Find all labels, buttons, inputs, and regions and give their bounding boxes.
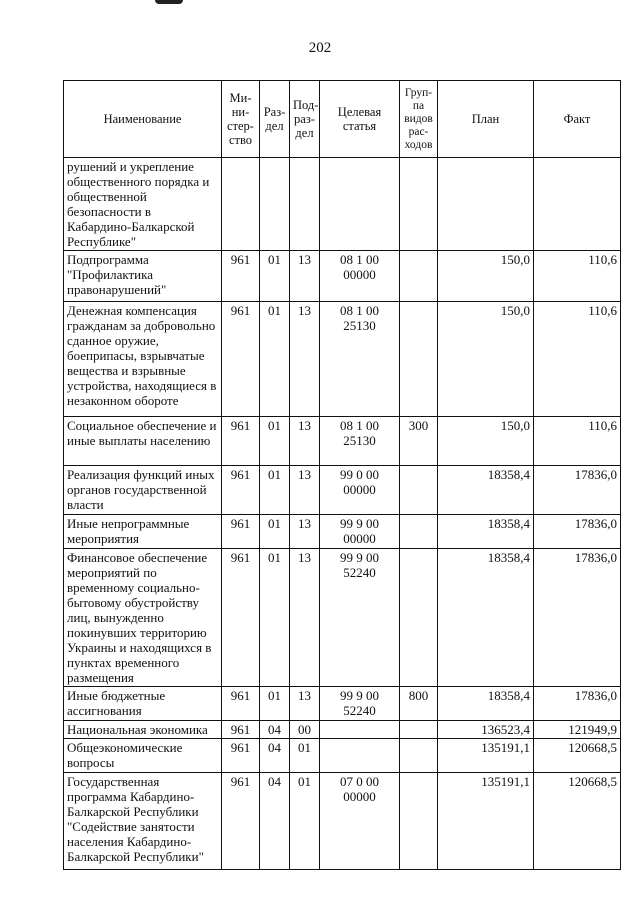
cell-group: 800 xyxy=(400,687,438,721)
cell-plan: 18358,4 xyxy=(438,549,534,687)
cell-subsection: 01 xyxy=(290,739,320,773)
cell-section: 04 xyxy=(260,739,290,773)
cell-fact: 17836,0 xyxy=(534,515,621,549)
cell-fact: 120668,5 xyxy=(534,773,621,870)
cell-section: 01 xyxy=(260,251,290,302)
cell-plan: 18358,4 xyxy=(438,466,534,515)
cell-fact: 17836,0 xyxy=(534,549,621,687)
cell-target: 07 0 00 00000 xyxy=(320,773,400,870)
cell-fact: 120668,5 xyxy=(534,739,621,773)
cell-target: 08 1 00 00000 xyxy=(320,251,400,302)
cell-group xyxy=(400,466,438,515)
cell-target: 08 1 00 25130 xyxy=(320,417,400,466)
cell-subsection: 13 xyxy=(290,302,320,417)
cell-group xyxy=(400,158,438,251)
cell-section: 01 xyxy=(260,687,290,721)
table-row xyxy=(64,302,621,417)
cell-name: Финансовое обеспечение мероприятий по временному социально-бытовому обустройству лиц, вынужденно покинувших территорию Украины и находящихся в пунктах временного размещения xyxy=(64,549,222,687)
header-group: Груп- па видов рас- ходов xyxy=(400,81,438,158)
cell-ministry: 961 xyxy=(222,466,260,515)
table-header-row xyxy=(64,81,621,158)
cell-ministry: 961 xyxy=(222,417,260,466)
cell-subsection: 13 xyxy=(290,549,320,687)
cell-fact: 110,6 xyxy=(534,417,621,466)
cell-name: Государственная программа Кабардино-Балкарской Республики "Содействие занятости населения Кабардино-Балкарской Республики" xyxy=(64,773,222,870)
cell-ministry: 961 xyxy=(222,739,260,773)
cell-subsection: 13 xyxy=(290,687,320,721)
cell-name: рушений и укрепление общественного порядка и общественной безопасности в Кабардино-Балкарской Республике" xyxy=(64,158,222,251)
cell-target xyxy=(320,721,400,739)
header-target: Целевая статья xyxy=(320,81,400,158)
cell-plan: 150,0 xyxy=(438,251,534,302)
table-row xyxy=(64,515,621,549)
header-fact: Факт xyxy=(534,81,621,158)
cell-group xyxy=(400,721,438,739)
cell-target xyxy=(320,158,400,251)
cell-ministry: 961 xyxy=(222,515,260,549)
cell-fact xyxy=(534,158,621,251)
header-ministry: Ми- ни- стер- ство xyxy=(222,81,260,158)
cell-name: Социальное обеспечение и иные выплаты населению xyxy=(64,417,222,466)
cell-target xyxy=(320,739,400,773)
cell-plan: 136523,4 xyxy=(438,721,534,739)
budget-table xyxy=(63,80,621,870)
table-row xyxy=(64,466,621,515)
cell-name: Общеэкономические вопросы xyxy=(64,739,222,773)
cell-ministry: 961 xyxy=(222,251,260,302)
cell-fact: 17836,0 xyxy=(534,466,621,515)
header-section: Раз- дел xyxy=(260,81,290,158)
cell-name: Подпрограмма "Профилактика правонарушений" xyxy=(64,251,222,302)
cell-group xyxy=(400,739,438,773)
cell-target: 99 0 00 00000 xyxy=(320,466,400,515)
cell-name: Денежная компенсация гражданам за добровольно сданное оружие, боеприпасы, взрывчатые вещества и взрывные устройства, находящиеся в незаконном обороте xyxy=(64,302,222,417)
cell-subsection: 13 xyxy=(290,466,320,515)
table-row xyxy=(64,549,621,687)
cell-name: Иные бюджетные ассигнования xyxy=(64,687,222,721)
cell-ministry: 961 xyxy=(222,773,260,870)
cell-group xyxy=(400,515,438,549)
cell-subsection: 13 xyxy=(290,417,320,466)
cell-target: 08 1 00 25130 xyxy=(320,302,400,417)
cell-section: 01 xyxy=(260,549,290,687)
cell-plan: 150,0 xyxy=(438,417,534,466)
table-row xyxy=(64,687,621,721)
cell-target: 99 9 00 52240 xyxy=(320,549,400,687)
table-row xyxy=(64,417,621,466)
cell-name: Иные непрограммные мероприятия xyxy=(64,515,222,549)
cell-plan: 18358,4 xyxy=(438,687,534,721)
cell-subsection: 13 xyxy=(290,251,320,302)
cell-target: 99 9 00 00000 xyxy=(320,515,400,549)
header-plan: План xyxy=(438,81,534,158)
cell-plan: 135191,1 xyxy=(438,739,534,773)
cell-group xyxy=(400,251,438,302)
cell-ministry: 961 xyxy=(222,549,260,687)
cell-section: 01 xyxy=(260,515,290,549)
table-row xyxy=(64,739,621,773)
cell-fact: 17836,0 xyxy=(534,687,621,721)
cell-group xyxy=(400,302,438,417)
cell-plan xyxy=(438,158,534,251)
cell-target: 99 9 00 52240 xyxy=(320,687,400,721)
cell-plan: 135191,1 xyxy=(438,773,534,870)
cell-section: 01 xyxy=(260,466,290,515)
cell-subsection: 01 xyxy=(290,773,320,870)
header-name: Наименование xyxy=(64,81,222,158)
cell-fact: 121949,9 xyxy=(534,721,621,739)
cell-section: 01 xyxy=(260,417,290,466)
cell-ministry: 961 xyxy=(222,687,260,721)
cell-ministry xyxy=(222,158,260,251)
page-number: 202 xyxy=(308,40,332,56)
cell-plan: 150,0 xyxy=(438,302,534,417)
cell-section: 01 xyxy=(260,302,290,417)
cell-subsection: 13 xyxy=(290,515,320,549)
cell-fact: 110,6 xyxy=(534,251,621,302)
cell-name: Национальная экономика xyxy=(64,721,222,739)
cell-ministry: 961 xyxy=(222,302,260,417)
cell-group xyxy=(400,549,438,687)
cell-section: 04 xyxy=(260,773,290,870)
cell-section: 04 xyxy=(260,721,290,739)
cell-ministry: 961 xyxy=(222,721,260,739)
cell-name: Реализация функций иных органов государственной власти xyxy=(64,466,222,515)
scan-artifact xyxy=(155,0,183,4)
table-row xyxy=(64,773,621,870)
table-row xyxy=(64,251,621,302)
cell-group xyxy=(400,773,438,870)
cell-section xyxy=(260,158,290,251)
header-subsection: Под- раз- дел xyxy=(290,81,320,158)
table-row xyxy=(64,721,621,739)
cell-fact: 110,6 xyxy=(534,302,621,417)
cell-subsection xyxy=(290,158,320,251)
cell-subsection: 00 xyxy=(290,721,320,739)
cell-plan: 18358,4 xyxy=(438,515,534,549)
cell-group: 300 xyxy=(400,417,438,466)
table-row xyxy=(64,158,621,251)
